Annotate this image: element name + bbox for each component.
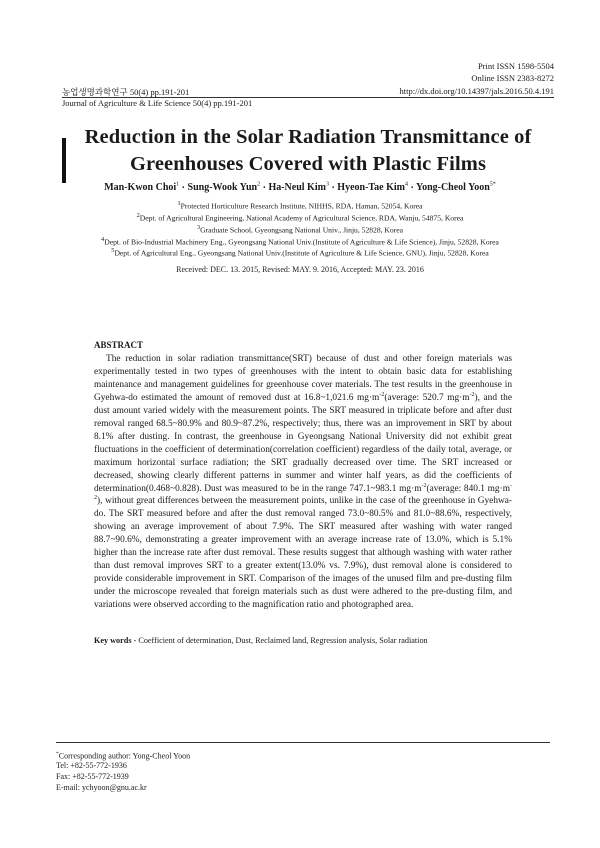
abstract-heading: ABSTRACT bbox=[94, 340, 144, 350]
online-issn: Online ISSN 2383-8272 bbox=[471, 73, 554, 83]
affiliation-3: $^3$Graduate School, Gyeongsang National Univ., Jinju, 52828, Korea bbox=[197, 224, 403, 235]
print-issn: Print ISSN 1598-5504 bbox=[477, 61, 554, 71]
affiliation-1: $^1$Protected Horticulture Research Institute, NIHHS, RDA, Haman, 52054, Korea bbox=[177, 200, 423, 211]
affiliation-5: $^5$Dept. of Agricultural Eng., Gyeongsang National Univ.(Institute of Agriculture & Life Science, GNU), Jinju, 52828, Korea bbox=[111, 247, 489, 258]
journal-english: Journal of Agriculture & Life Science 50(4) pp.191-201 bbox=[62, 98, 253, 108]
author-list: Man-Kwon Choi$^1$ · Sung-Wook Yun$^2$ · Ha-Neul Kim$^3$ · Hyeon-Tae Kim$^4$ · Yong-Cheol Yoon$^{5*}$ bbox=[104, 182, 496, 194]
keywords-list: - Coefficient of determination, Dust, Reclaimed land, Regression analysis, Solar radiation bbox=[131, 636, 428, 645]
footnote-rule bbox=[56, 742, 550, 743]
doi-link[interactable]: http://dx.doi.org/10.14397/jals.2016.50.4.191 bbox=[399, 86, 554, 96]
footnote-tel: Tel: +82-55-772-1936 bbox=[56, 761, 127, 770]
title-marker-bar bbox=[62, 138, 66, 183]
footnote-email[interactable]: E-mail: ychyoon@gnu.ac.kr bbox=[56, 783, 147, 792]
abstract-body: The reduction in solar radiation transmittance(SRT) because of dust and other foreign materials was experimentally tested in two types of greenhouses with the intent to obtain basic data for establishing maintenance and management guidelines for greenhouse cover materials. The test results in the greenhouse in Gyehwa-do estimated the amount of removed dust at 16.8~1,021.6 $mg\cdot m^{-2}(average$: 520.7 $mg\cdot m^{-2}$), and the dust amount varied widely with the measurement points. The SRT measured in triplicate before and after dust removal ranged 68.5~80.9% and 80.9~87.2%, respectively; thus, there was an improvement in SRT by about 8.1% after dusting. In contrast, the greenhouse in Gyeongsang National University did not exhibit great fluctuations in the coefficient of determination(correlation coefficient) regardless of the daily total, average, or maximum horizontal surface radiation; the SRT gradually decreased over time. The SRT increased or decreased, showing clearly different patterns in summer and winter half years, as did the coefficients of determination(0.468~0.828). Dust was measured to be in the range 747.1~983.1 $mg\cdot m^{-2}(average$: 840.1 $mg\cdot m^{-2}$), without great differences between the measurement points, unlike in the case of the greenhouse in Gyehwa-do. The SRT measured before and after the dust removal ranged 73.0~80.5% and 81.0~88.6%, respectively, showing an average improvement of about 7.9%. The SRT measured after washing with water ranged 88.7~90.6%, demonstrating a greater improvement with an average increase rate of 13.0%, which is 5.1% higher than the increase rate after dust removal. These results suggest that although washing with water rather than dust removal improves SRT to a greater extent(13.0% vs. 7.9%), dust removal alone is considered to provide considerable improvement in SRT. Comparison of the images of the unused film and pre-dusting film under the microscope revealed that foreign materials such as dust were adhered to the pre-dusting film, and variations were observed according to the magnification ratio and photographed area. bbox=[94, 354, 512, 611]
affiliation-2: $^2$Dept. of Agricultural Engineering, National Academy of Agricultural Science, RDA, Wanju, 54875, Korea bbox=[136, 212, 464, 223]
author-4: Hyeon-Tae Kim$^4$ bbox=[337, 182, 408, 194]
keywords bbox=[94, 636, 428, 645]
title-line-1: Reduction in the Solar Radiation Transmittance of bbox=[84, 126, 532, 148]
received-dates: Received: DEC. 13. 2015, Revised: MAY. 9. 2016, Accepted: MAY. 23. 2016 bbox=[176, 265, 424, 274]
keywords-label: Key words bbox=[94, 636, 132, 645]
paper-title bbox=[80, 124, 536, 178]
author-2: Sung-Wook Yun$^2$ bbox=[187, 182, 261, 194]
author-3: Ha-Neul Kim$^3$ bbox=[268, 182, 329, 194]
affiliation-4: $^4$Dept. of Bio-Industrial Machinery Eng., Gyeongsang National Univ.(Institute of Agriculture & Life Science), Jinju, 52828, Korea bbox=[101, 236, 499, 247]
corresponding-author: *Corresponding author: Yong-Cheol Yoon bbox=[56, 751, 191, 761]
title-line-2: Greenhouses Covered with Plastic Films bbox=[129, 153, 487, 175]
author-5: Yong-Cheol Yoon$^{5*}$ bbox=[415, 182, 496, 194]
footnote-fax: Fax: +82-55-772-1939 bbox=[56, 772, 129, 781]
author-1: Man-Kwon Choi$^1$ bbox=[104, 182, 180, 194]
journal-korean: 농업생명과학연구 50(4) pp.191-201 bbox=[62, 87, 190, 97]
